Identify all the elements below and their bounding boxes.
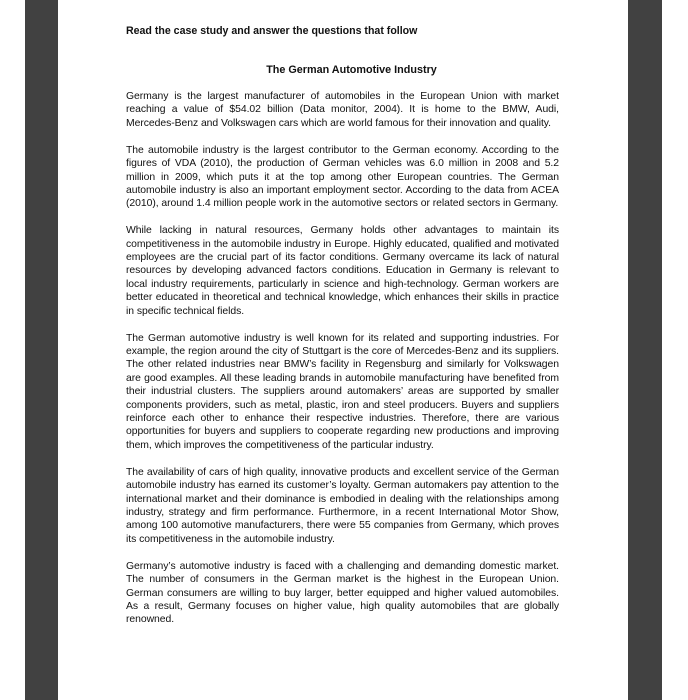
left-viewer-margin: [25, 0, 58, 700]
paragraph-4: The German automotive industry is well known for its related and supporting industries. For example, the region around the city of Stuttgart is the core of Mercedes-Benz and its suppliers. The other related industries near BMW’s facility in Regensburg and similarly for Volkswagen are good examples. All these leading brands in automobile manufacturing have benefited from their industrial clusters. The suppliers around automakers’ areas are supported by smaller components providers, such as metal, plastic, iron and steel producers. Buyers and suppliers reinforce each other to enhance their respective industries. Therefore, there are various opportunities for buyers and suppliers to cooperate regarding new productions and improving them, which improves the competitiveness of the particular industry.: [126, 332, 559, 451]
case-study-title: The German Automotive Industry: [266, 64, 437, 76]
paragraph-3: While lacking in natural resources, Germany holds other advantages to maintain its competitiveness in the automobile industry in Europe. Highly educated, qualified and motivated employees are the crucial part of its factor conditions. Germany overcame its lack of natural resources by developing advanced factors conditions. Education in Germany is relevant to local industry requirements, particularly in science and high-technology. German workers are better educated in theoretical and technical knowledge, which enhances their skills in practice in specific technical fields.: [126, 225, 559, 317]
paragraph-6: Germany’s automotive industry is faced with a challenging and demanding domestic market. The number of consumers in the German market is the highest in the European Union. German consumers are willing to buy larger, better equipped and higher valued automobiles. As a result, Germany focuses on higher value, high quality automobiles that are globally renowned.: [126, 560, 559, 626]
document-page: [58, 0, 628, 700]
page-content: [126, 25, 559, 640]
paragraph-1: Germany is the largest manufacturer of automobiles in the European Union with market reaching a value of $54.02 billion (Data monitor, 2004). It is home to the BMW, Audi, Mercedes-Benz and Volkswagen cars which are world famous for their innovation and quality.: [126, 91, 559, 129]
paragraph-2: The automobile industry is the largest contributor to the German economy. According to the figures of VDA (2010), the production of German vehicles was 6.0 million in 2008 and 5.2 million in 2009, which puts it at the top among other European countries. The German automobile industry is also an important employment sector. According to the data from ACEA (2010), around 1.4 million people work in the automotive sectors or related sectors in Germany.: [126, 144, 559, 210]
right-viewer-margin: [628, 0, 662, 700]
instruction-heading: Read the case study and answer the questions that follow: [126, 25, 418, 37]
paragraph-5: The availability of cars of high quality, innovative products and excellent service of the German automobile industry has earned its customer’s loyalty. German automakers pay attention to the international market and their dominance is embodied in dealing with the relationships among industry, strategy and firm performance. Furthermore, in a recent International Motor Show, among 100 automotive manufacturers, there were 55 companies from Germany, which proves its competitiveness in the automobile industry.: [126, 466, 559, 545]
